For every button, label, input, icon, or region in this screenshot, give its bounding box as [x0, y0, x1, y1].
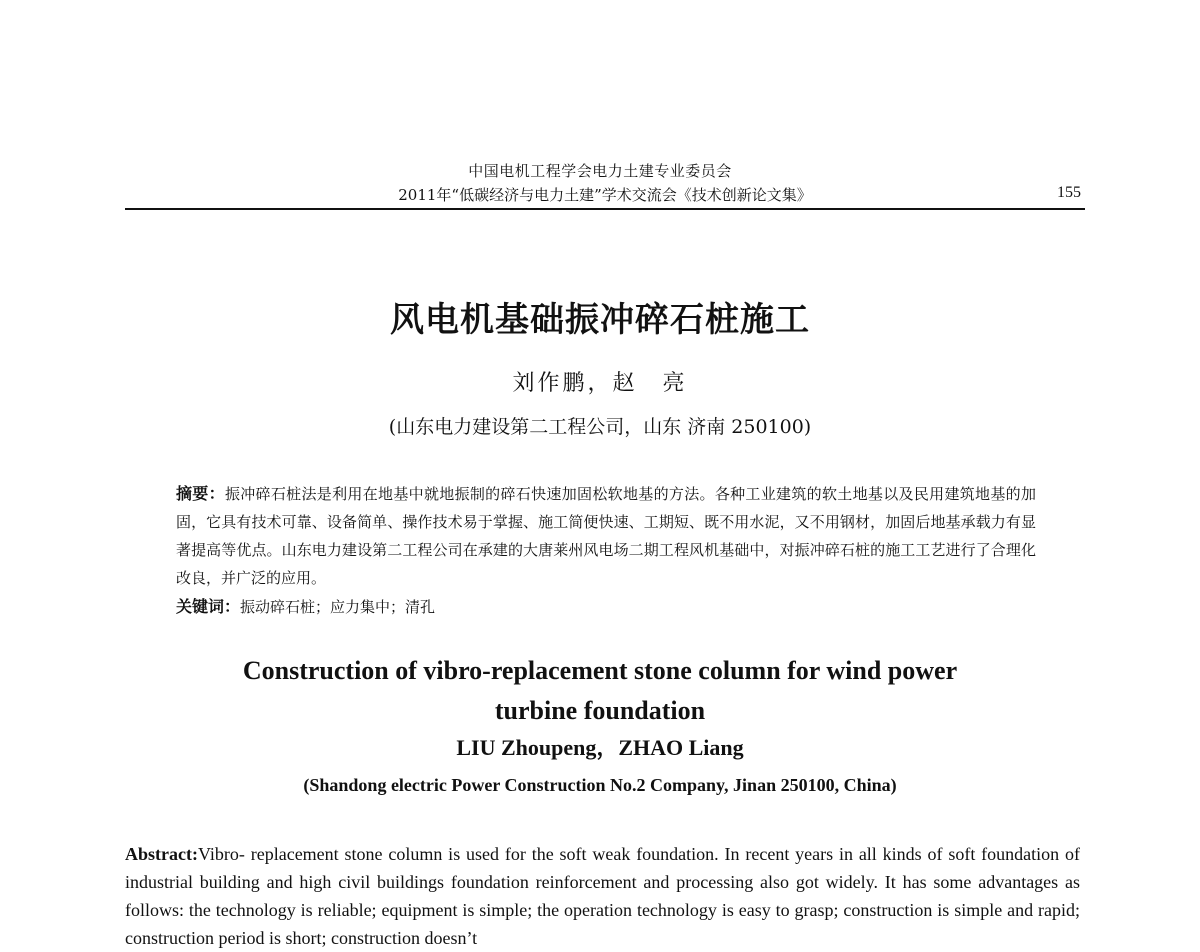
english-abstract-label: Abstract:	[125, 844, 198, 864]
english-title-line1: Construction of vibro-replacement stone column for wind power	[242, 656, 958, 685]
chinese-affiliation: (山东电力建设第二工程公司，山东 济南 250100)	[388, 416, 812, 438]
page-number: 155	[1057, 184, 1081, 201]
chinese-title: 风电机基础振冲碎石桩施工	[390, 300, 810, 340]
chinese-keywords	[176, 594, 1036, 617]
chinese-abstract	[176, 480, 1036, 592]
chinese-abstract-label: 摘要：	[176, 484, 225, 503]
english-title	[0, 651, 1200, 731]
chinese-authors: 刘作鹏，赵 亮	[512, 371, 688, 396]
chinese-abstract-text: 振冲碎石桩法是利用在地基中就地振制的碎石快速加固松软地基的方法。各种工业建筑的软土地基以及民用建筑地基的加固，它具有技术可靠、设备简单、操作技术易于掌握、施工简便快速、工期短、既不用水泥，又不用钢材，加固后地基承载力有显著提高等优点。山东电力建设第二工程公司在承建的大唐莱州风电场二期工程风机基础中，对振冲碎石桩的施工工艺进行了合理化改良，并广泛的应用。	[176, 485, 1036, 587]
chinese-keywords-text: 振动碎石桩；应力集中；清孔	[240, 598, 436, 616]
running-header-line2: 2011年“低碳经济与电力土建”学术交流会《技术创新论文集》	[398, 186, 812, 204]
english-title-line2: turbine foundation	[494, 696, 706, 725]
running-header-line1: 中国电机工程学会电力土建专业委员会	[468, 162, 732, 180]
english-affiliation: (Shandong electric Power Construction No.2 Company, Jinan 250100, China)	[303, 775, 897, 795]
english-abstract-text: Vibro- replacement stone column is used for the soft weak foundation. In recent years in all kinds of soft foundation of industrial building and high civil buildings foundation reinforcement and processing also got widely. It has some advantages as follows: the technology is reliable; equipment is simple; the operation technology is easy to grasp; construction is simple and rapid; construction period is short; construction doesn’t	[125, 844, 1080, 948]
english-authors: LIU Zhoupeng，ZHAO Liang	[456, 735, 744, 760]
english-abstract	[125, 840, 1080, 952]
chinese-keywords-label: 关键词：	[176, 597, 241, 616]
running-header	[125, 182, 1085, 210]
